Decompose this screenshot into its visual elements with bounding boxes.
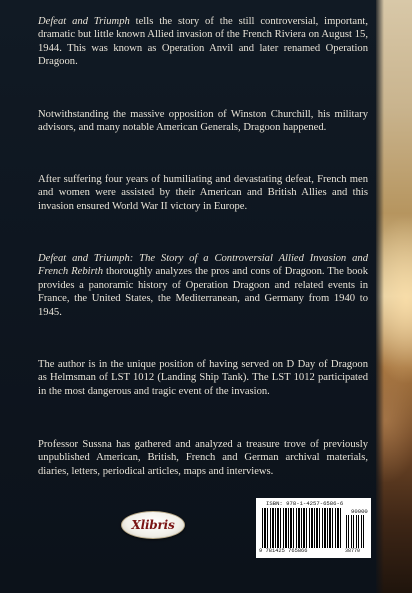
blurb-paragraph-4 (38, 252, 368, 319)
blurb-paragraph-1 (38, 15, 368, 69)
price-code: 90000 (351, 508, 368, 515)
blurb-paragraph-2: Notwithstanding the massive opposition of Winston Churchill, his military advisors, and many notable American Generals, Dragoon happened. (38, 109, 368, 134)
publisher-logo-text: Xlibris (131, 518, 175, 532)
isbn-barcode (256, 498, 371, 558)
book-title-italic: Defeat and Triumph (38, 16, 130, 27)
cover-photo-edge (376, 0, 412, 593)
paragraph-1-text: tells the story of the still controversial, important, dramatic but little known Allied invasion of the French Riviera on August 15, 1944. This was known as Operation Anvil and later renamed Operation Dragoon. (38, 16, 368, 68)
blurb-paragraph-5: The author is in the unique position of having served on D Day of Dragoon as Helmsman of LST 1012 (Landing Ship Tank). The LST 1012 participated in the most dangerous and tragic event of the invasion. (38, 359, 368, 397)
isbn-label: ISBN: 978-1-4257-6586-6 (266, 500, 344, 507)
barcode-addon-digits: 38770 (345, 548, 361, 554)
barcode-addon-bars (346, 515, 366, 548)
paragraph-4-text: thoroughly analyzes the pros and cons of Dragoon. The book provides a panoramic history of Operation Dragoon and related events in France, the United States, the Mediterranean, and Germany from 1940 to 1945. (38, 266, 369, 318)
publisher-logo (121, 511, 185, 539)
blurb-paragraph-3: After suffering four years of humiliating and devastating defeat, French men and women were assisted by their American and British Allies and this invasion ensured World War II victory in Europe. (38, 174, 368, 212)
barcode-digits: 9 781425 765866 (259, 548, 308, 554)
full-title-italic: Defeat and Triumph: The Story of a Controversial Allied Invasion and French Rebirth (38, 253, 368, 278)
barcode-bars (262, 508, 342, 548)
blurb-paragraph-6: Professor Sussna has gathered and analyzed a treasure trove of previously unpublished American, British, French and German archival materials, diaries, letters, periodical articles, maps and interviews. (38, 439, 368, 477)
